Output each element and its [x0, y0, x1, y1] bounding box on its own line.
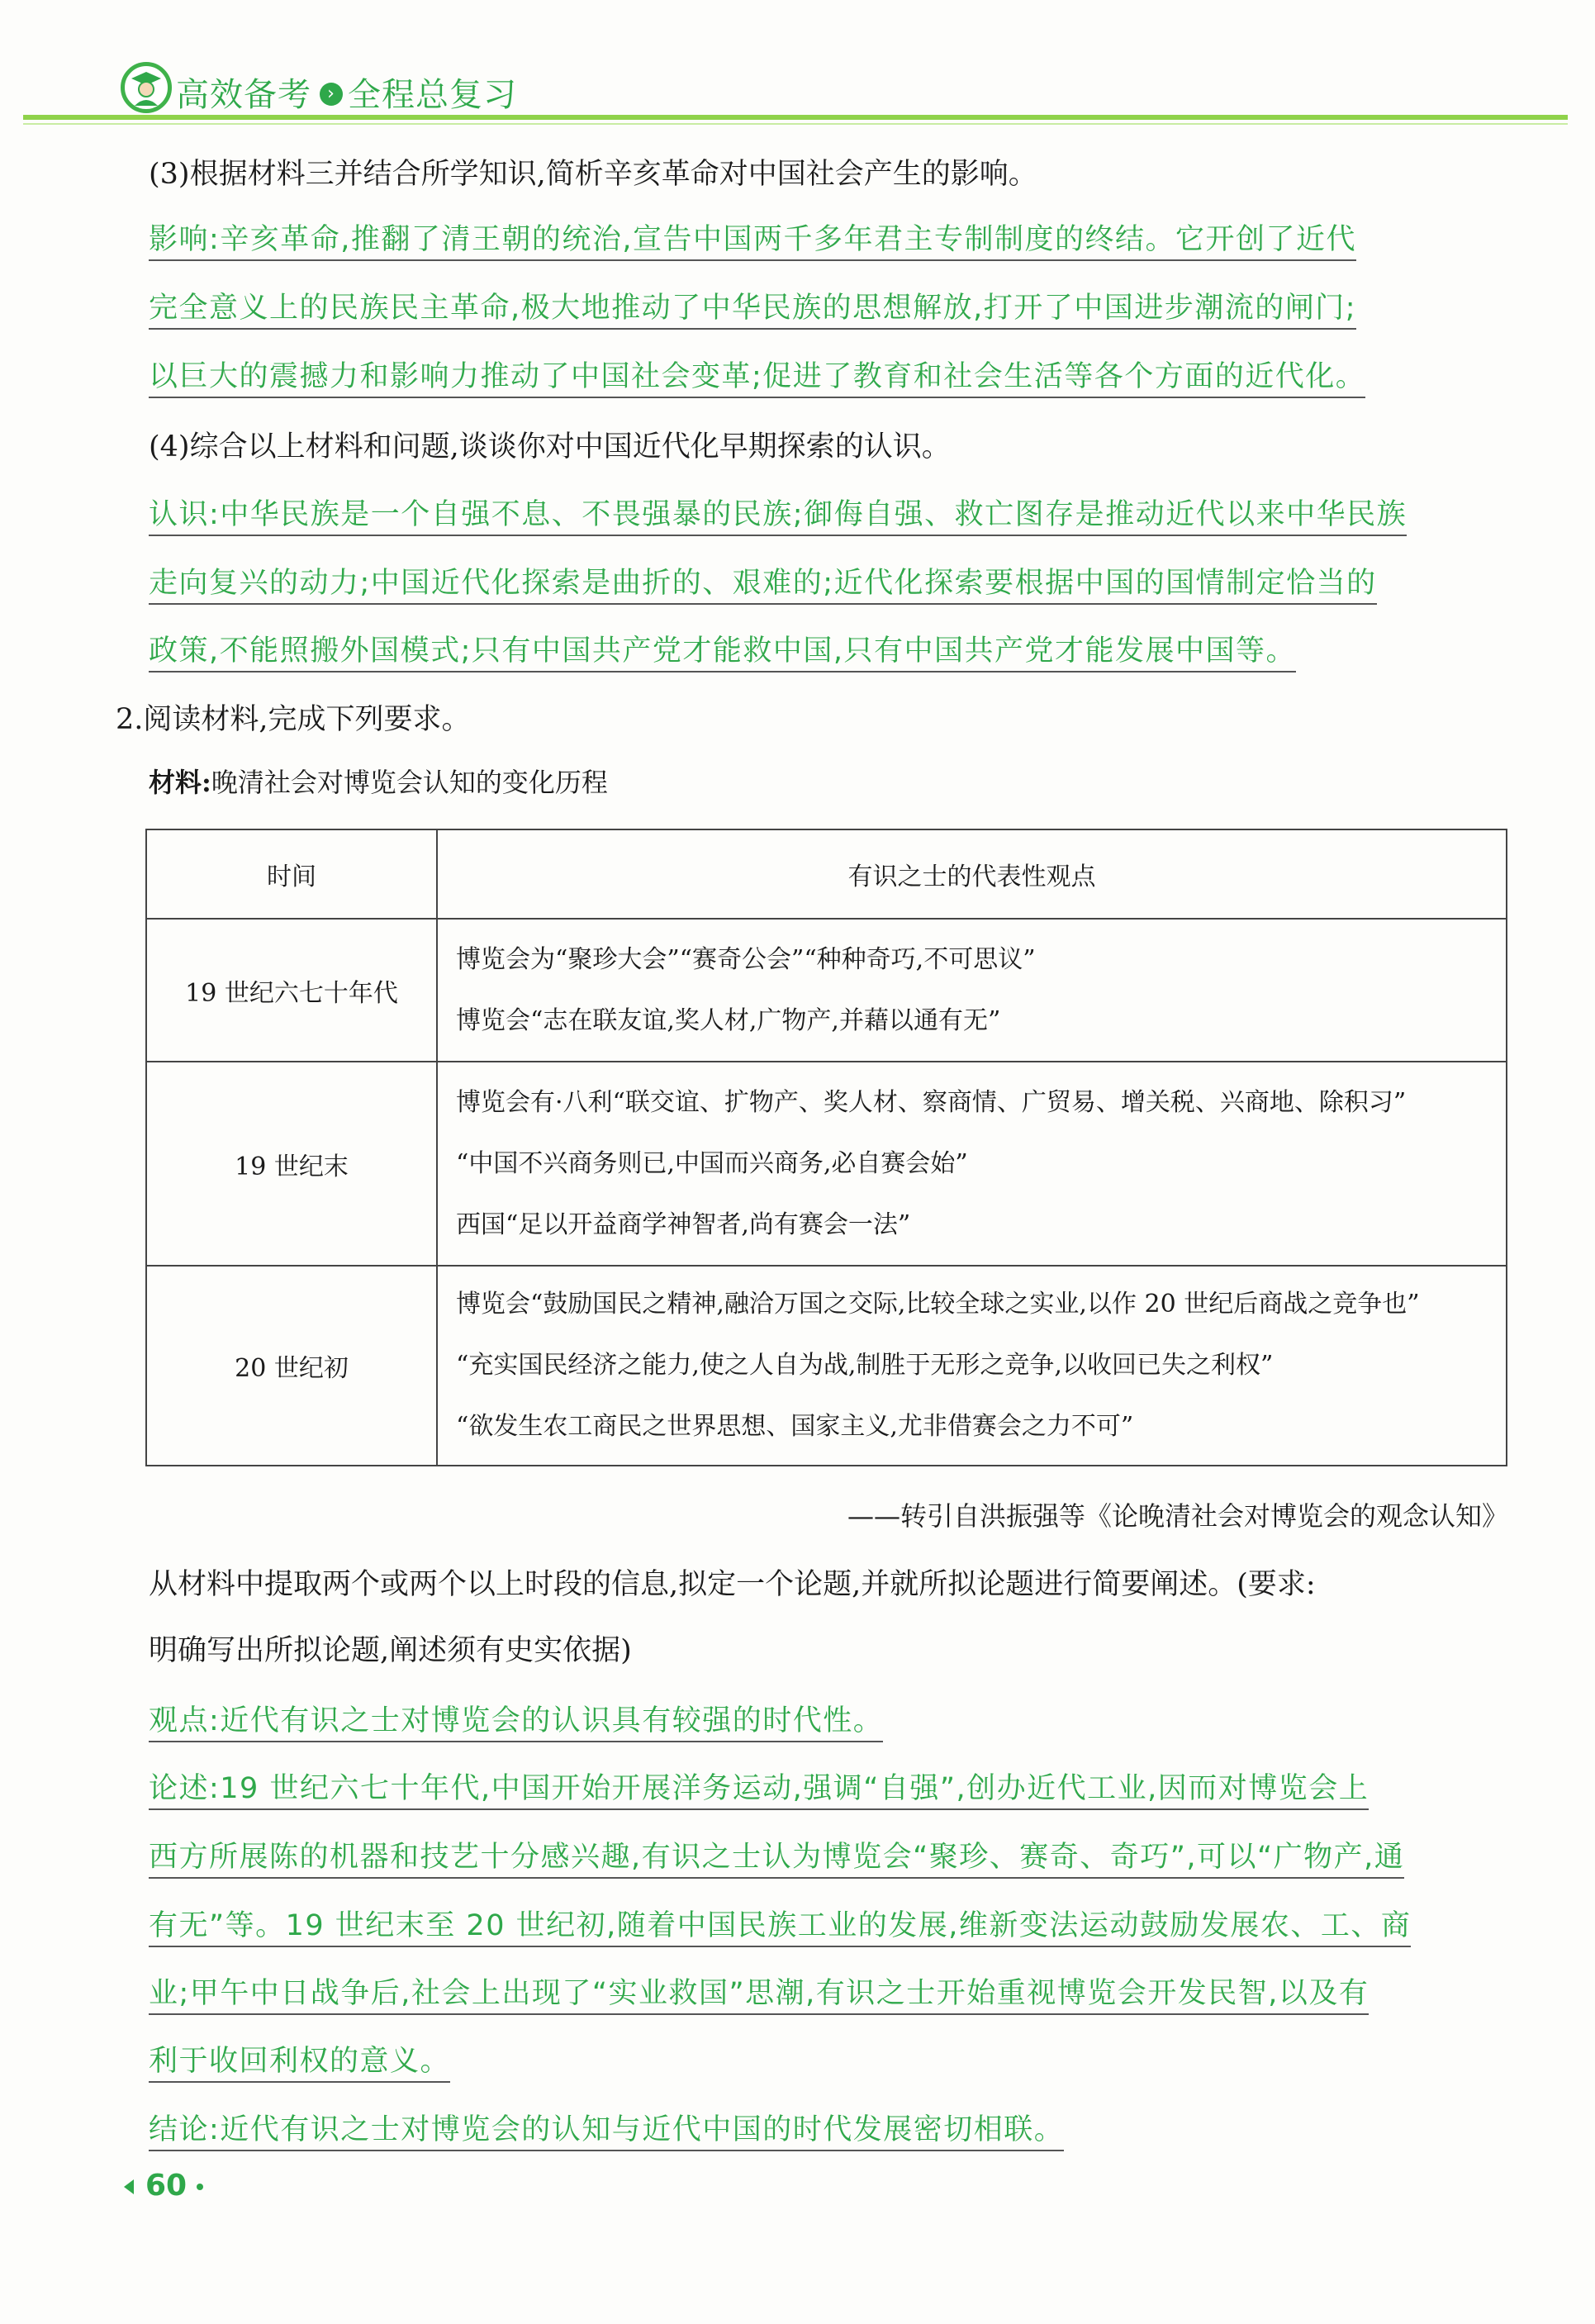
view-item: 博览会有·八利“联交谊、扩物产、奖人材、察商情、广贸易、增关税、兴商地、除积习” [456, 1087, 1407, 1117]
book-series-title [176, 69, 517, 116]
answer-4-line: 认识:中华民族是一个自强不息、不畏强暴的民族;御侮自强、救亡图存是推动近代以来中华民族 [149, 492, 1507, 533]
header-divider [23, 115, 1568, 120]
series-title-left: 高效备考 [176, 76, 311, 114]
table-header-row [146, 829, 1507, 919]
answer-3-line: 完全意义上的民族民主革命,极大地推动了中华民族的思想解放,打开了中国进步潮流的闸门; [149, 285, 1507, 326]
table-view-cell [437, 1266, 1507, 1466]
material-label: 材料: [149, 767, 211, 798]
view-item: “中国不兴商务则已,中国而兴商务,必自赛会始” [456, 1148, 968, 1178]
view-item: “欲发生农工商民之世界思想、国家主义,尤非借赛会之力不可” [456, 1412, 1134, 1441]
view-item: 博览会“鼓励国民之精神,融洽万国之交际,比较全球之实业,以作 20 世纪后商战之竞争也” [456, 1290, 1420, 1319]
question-4: (4)综合以上材料和问题,谈谈你对中国近代化早期探索的认识。 [149, 430, 951, 463]
view-item: 博览会“志在联友谊,奖人材,广物产,并藉以通有无” [456, 1005, 1001, 1035]
question-2-title: 2.阅读材料,完成下列要求。 [116, 703, 471, 736]
material-text: 晚清社会对博览会认知的变化历程 [211, 767, 608, 798]
argument-line: 论述:19 世纪六七十年代,中国开始开展洋务运动,强调“自强”,创办近代工业,因而对博览会上 [149, 1766, 1507, 1807]
table-row [146, 1266, 1507, 1466]
material-table [145, 829, 1507, 1466]
student-avatar-icon [121, 62, 172, 113]
arrow-right-icon: › [320, 83, 343, 106]
answer-3-line: 影响:辛亥革命,推翻了清王朝的统治,宣告中国两千多年君主专制制度的终结。它开创了近代 [149, 216, 1507, 258]
argument-line: 利于收回利权的意义。 [149, 2038, 1507, 2079]
table-time-cell: 19 世纪六七十年代 [146, 919, 437, 1062]
table-row [146, 919, 1507, 1062]
table-time-cell: 20 世纪初 [146, 1266, 437, 1466]
view-item: 西国“足以开益商学神智者,尚有赛会一法” [456, 1210, 911, 1239]
triangle-left-icon [124, 2179, 134, 2194]
view-item: 博览会为“聚珍大会”“赛奇公会”“种种奇巧,不可思议” [456, 944, 1036, 974]
answer-3-line: 以巨大的震撼力和影响力推动了中国社会变革;促进了教育和社会生活等各个方面的近代化。 [149, 354, 1507, 395]
material-caption [149, 762, 1507, 800]
answer-4-line: 政策,不能照搬外国模式;只有中国共产党才能救中国,只有中国共产党才能发展中国等。 [149, 628, 1507, 669]
question-3: (3)根据材料三并结合所学知识,简析辛亥革命对中国社会产生的影响。 [149, 158, 1037, 191]
argument-line: 有无”等。19 世纪末至 20 世纪初,随着中国民族工业的发展,维新变法运动鼓励发展农、工、商 [149, 1903, 1507, 1944]
table-view-cell [437, 919, 1507, 1062]
header-divider-thin [23, 123, 1568, 125]
answer-4-line: 走向复兴的动力;中国近代化探索是曲折的、艰难的;近代化探索要根据中国的国情制定恰当的 [149, 560, 1507, 601]
viewpoint-answer: 观点:近代有识之士对博览会的认识具有较强的时代性。 [149, 1698, 1507, 1739]
table-view-cell [437, 1062, 1507, 1266]
question-2-prompt-line: 从材料中提取两个或两个以上时段的信息,拟定一个论题,并就所拟论题进行简要阐述。(要求: [149, 1568, 1316, 1601]
argument-line: 业;甲午中日战争后,社会上出现了“实业救国”思潮,有识之士开始重视博览会开发民智,以及有 [149, 1970, 1507, 2012]
material-source: ——转引自洪振强等《论晚清社会对博览会的观念认知》 [847, 1500, 1508, 1532]
table-header-cell: 有识之士的代表性观点 [437, 829, 1507, 919]
dot-icon [197, 2184, 203, 2190]
page-number: 60 [124, 2169, 203, 2203]
view-item: “充实国民经济之能力,使之人自为战,制胜于无形之竞争,以收回已失之利权” [456, 1351, 1274, 1380]
question-2-prompt-line: 明确写出所拟论题,阐述须有史实依据) [149, 1634, 632, 1667]
table-time-cell: 19 世纪末 [146, 1062, 437, 1266]
page-header [23, 62, 1568, 120]
conclusion-answer: 结论:近代有识之士对博览会的认知与近代中国的时代发展密切相联。 [149, 2107, 1507, 2148]
table-row [146, 1062, 1507, 1266]
series-title-right: 全程总复习 [348, 76, 517, 114]
table-header-cell: 时间 [146, 829, 437, 919]
argument-line: 西方所展陈的机器和技艺十分感兴趣,有识之士认为博览会“聚珍、赛奇、奇巧”,可以“广物产,通 [149, 1834, 1507, 1875]
